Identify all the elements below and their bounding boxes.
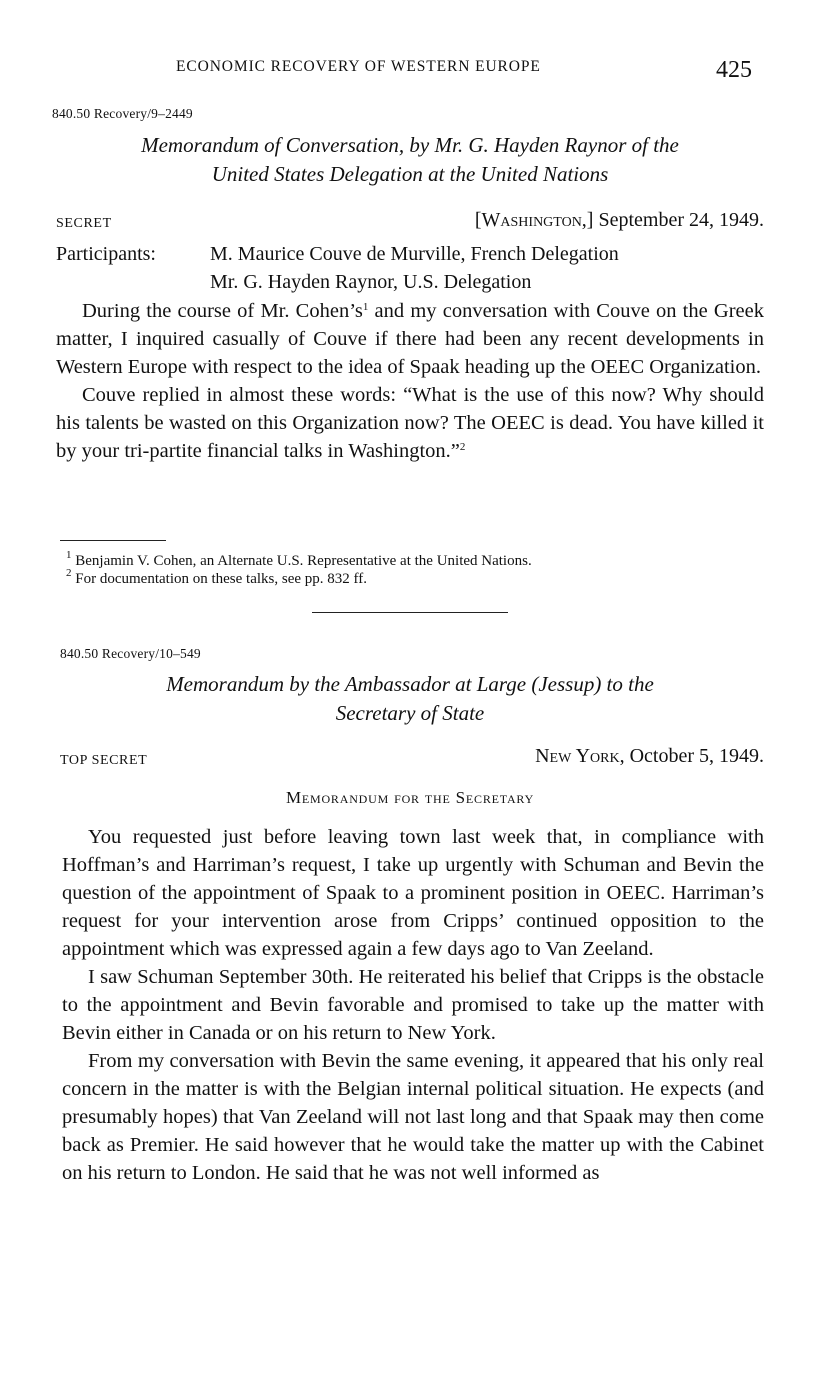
place: [Washington,] xyxy=(474,209,594,231)
participants-label: Participants: xyxy=(56,243,156,265)
classification-marking-2: TOP SECRET xyxy=(60,753,148,768)
title-line: Memorandum of Conversation, by Mr. G. Hayden Raynor of the xyxy=(141,133,679,157)
page-number: 425 xyxy=(716,57,752,83)
dateline-1 xyxy=(300,209,764,232)
footnote-ref: 1 xyxy=(362,301,369,313)
dateline-2 xyxy=(300,745,764,768)
doc2-body xyxy=(62,823,764,1187)
paragraph: From my conversation with Bevin the same evening, it appeared that his only real concern in the matter is with the Belgian internal political situation. He expects (and presumably hopes) that Van Zeeland will not last long and that Spaak may then come back as Premier. He said however that he would take the matter up with the Cabinet on his return to London. He said that he was not well informed as xyxy=(62,1050,764,1184)
text-run: During the course of Mr. Cohen’s xyxy=(82,300,363,322)
document-title-1 xyxy=(56,131,764,189)
place: New York, xyxy=(535,745,625,767)
footnote-ref: 2 xyxy=(459,441,466,453)
document-title-2 xyxy=(56,670,764,728)
footnote-text: Benjamin V. Cohen, an Alternate U.S. Representative at the United Nations. xyxy=(75,553,532,569)
running-head: ECONOMIC RECOVERY OF WESTERN EUROPE xyxy=(176,58,541,75)
paragraph xyxy=(56,297,764,381)
footnote-number: 1 xyxy=(66,549,72,561)
title-line: United States Delegation at the United Nations xyxy=(211,162,609,186)
participant: M. Maurice Couve de Murville, French Delegation xyxy=(210,243,619,265)
participant: Mr. G. Hayden Raynor, U.S. Delegation xyxy=(210,271,532,293)
footnote-rule xyxy=(60,540,166,541)
footnote-number: 2 xyxy=(66,567,72,579)
text-run: Couve replied in almost these words: “What is the use of this now? Why should his talents be wasted on this Organization now? The OEEC is dead. You have killed it by your tri-partite financial talks in Washington.” xyxy=(56,384,764,462)
footnote xyxy=(56,549,764,570)
doc1-body xyxy=(56,297,764,465)
paragraph xyxy=(56,381,764,465)
date: October 5, 1949. xyxy=(629,745,764,767)
date: September 24, 1949. xyxy=(598,209,764,231)
classification-marking-1: SECRET xyxy=(56,216,112,231)
footnotes xyxy=(56,549,764,588)
paragraph: I saw Schuman September 30th. He reiterated his belief that Cripps is the obstacle to the appointment and Bevin favorable and promised to take up the matter with Bevin either in Canada or on his return to New York. xyxy=(62,966,764,1044)
section-divider xyxy=(312,612,508,613)
footnote-text: For documentation on these talks, see pp. 832 ff. xyxy=(75,571,368,587)
title-line: Memorandum by the Ambassador at Large (Jessup) to the xyxy=(166,672,654,696)
file-reference-1: 840.50 Recovery/9–2449 xyxy=(52,106,193,121)
paragraph: You requested just before leaving town last week that, in compliance with Hoffman’s and Harriman’s request, I take up urgently with Schuman and Bevin the question of the appointment of Spaak to a prominent position in OEEC. Harriman’s request for your intervention arose from Cripps’ continued opposition to the appointment which was expressed again a few days ago to Van Zeeland. xyxy=(62,826,764,960)
participants-block xyxy=(56,240,764,298)
footnote xyxy=(56,567,764,588)
title-line: Secretary of State xyxy=(335,701,485,725)
participants-list xyxy=(210,240,619,296)
file-reference-2: 840.50 Recovery/10–549 xyxy=(60,646,201,661)
memorandum-heading: Memorandum for the Secretary xyxy=(285,788,535,807)
text-run: and my conversation with Couve on the Greek matter, I inquired casually of Couve if there had been any recent developments in Western Europe with respect to the idea of Spaak heading up the OEEC Organization. xyxy=(56,300,764,378)
